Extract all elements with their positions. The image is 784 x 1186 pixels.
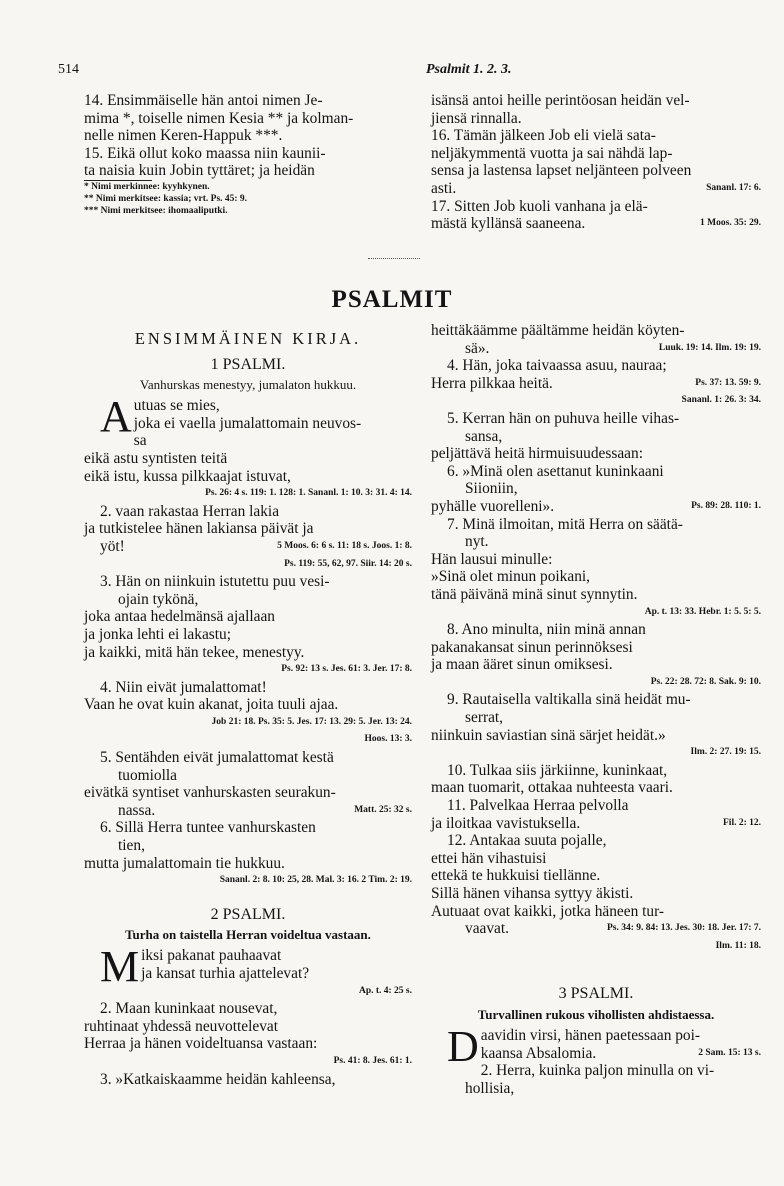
- verse-text: 12. Antakaa suuta pojalle,: [447, 832, 607, 850]
- book-title: PSALMIT: [331, 286, 453, 313]
- verse-text: ja kaikki, mitä hän tekee, menestyy.: [84, 643, 305, 661]
- verse-text: [84, 556, 88, 573]
- psalm-1-line: [84, 485, 412, 503]
- psalm-2-line: [84, 1018, 412, 1036]
- verse-text: tuomiolla: [118, 766, 177, 784]
- left-column: [84, 330, 412, 1088]
- verse-text: sansa,: [465, 427, 503, 445]
- verse-text: ja tutkistelee hänen lakiansa päivät ja: [84, 520, 314, 538]
- section-divider: [368, 258, 420, 259]
- psalm-2-line: [431, 357, 761, 375]
- verse-text: aavidin virsi, hänen paetessaan poi-: [480, 1026, 701, 1044]
- verse-text: utuas se mies,: [133, 397, 220, 415]
- psalm-2-line: [431, 797, 761, 815]
- psalm-2-line: [84, 1071, 412, 1089]
- verse-text: Herra pilkkaa heitä.: [431, 374, 553, 392]
- verse-text: sa: [133, 432, 147, 450]
- psalm-2-line: [431, 815, 761, 833]
- verse-text: [84, 1053, 88, 1070]
- footnote: ** Nimi merkitsee: kassia; vrt. Ps. 45: 9.: [84, 193, 248, 204]
- psalm-1-line: [84, 644, 412, 662]
- verse-text: ruhtinaat yhdessä neuvottelevat: [84, 1017, 279, 1035]
- psalm-2-heading: 2 PSALMI.: [210, 905, 286, 923]
- psalm-1-subtitle: Vanhurskas menestyy, jumalaton hukkuu.: [139, 377, 357, 393]
- psalm-1-line: [84, 503, 412, 521]
- psalm-2-line: [431, 445, 761, 463]
- psalm-2-line: [431, 322, 761, 340]
- psalm-2-line: [431, 410, 761, 428]
- verse-text: Autuaat ovat kaikki, jotka häneen tur-: [431, 902, 665, 920]
- psalm-2-line: [431, 744, 761, 762]
- cross-reference: Ap. t. 4: 25 s.: [358, 985, 412, 996]
- psalm-2-line: [431, 586, 761, 604]
- psalm-1-line: [84, 591, 412, 609]
- verse-text: kaansa Absalomia.: [480, 1044, 597, 1062]
- psalm-1-line: [84, 468, 412, 486]
- top-right-column: [431, 92, 761, 233]
- cross-reference: Ap. t. 13: 33. Hebr. 1: 5. 5: 5.: [644, 606, 761, 617]
- psalm-2-line: [431, 850, 761, 868]
- psalm-1-line: [84, 767, 412, 785]
- cross-reference: 2 Sam. 15: 13 s.: [698, 1047, 761, 1058]
- psalm-2-line: [431, 498, 761, 516]
- psalm-1-line: [84, 520, 412, 538]
- verse-text: 3. Hän on niinkuin istutettu puu vesi-: [100, 573, 330, 591]
- job-verse-line: [431, 145, 761, 163]
- psalm-1-line: [84, 573, 412, 591]
- psalm-1-line: [84, 872, 412, 890]
- psalm-1-line: [84, 661, 412, 679]
- job-verse-line: [431, 215, 761, 233]
- verse-text: »Sinä olet minun poikani,: [431, 568, 591, 586]
- drop-cap: D: [447, 1021, 479, 1071]
- running-title: Psalmit 1. 2. 3.: [426, 62, 512, 77]
- verse-text: 7. Minä ilmoitan, mitä Herra on säätä-: [447, 515, 683, 533]
- psalm-1-line: [84, 415, 412, 433]
- cross-reference: Ps. 89: 28. 110: 1.: [691, 500, 761, 511]
- job-verse-line: [431, 162, 761, 180]
- verse-text: ettekä te hukkuisi tiellänne.: [431, 867, 601, 885]
- verse-text: eivätkä syntiset vanhurskasten seurakun-: [84, 784, 336, 802]
- psalm-2-subtitle: Turha on taistella Herran voideltua vastaan.: [125, 927, 371, 943]
- verse-text: maan tuomarit, ottakaa nuhteesta vaari.: [431, 779, 673, 797]
- verse-text: ja iloitkaa vavistuksella.: [431, 814, 581, 832]
- verse-text: mästä kyllänsä saaneena.: [431, 215, 586, 233]
- verse-text: [141, 983, 145, 1000]
- book-section-title: ENSIMMÄINEN KIRJA.: [134, 329, 362, 348]
- cross-reference: Sananl. 17: 6.: [706, 182, 761, 193]
- psalm-3-subtitle: Turvallinen rukous vihollisten ahdistaessa.: [477, 1006, 715, 1022]
- psalm-1-line: [84, 855, 412, 873]
- psalm-1-line: [84, 538, 412, 556]
- right-column: [431, 322, 761, 1097]
- page-number: 514: [58, 62, 79, 77]
- psalm-3-line: [431, 1045, 761, 1063]
- psalm-2-line: [431, 691, 761, 709]
- job-verse-line: 15. Eikä ollut koko maassa niin kaunii-: [84, 144, 326, 162]
- psalm-1-line: [84, 450, 412, 468]
- verse-text: jiensä rinnalla.: [431, 109, 522, 127]
- verse-text: 2. Maan kuninkaat nousevat,: [100, 1000, 278, 1018]
- psalm-2-line: [431, 621, 761, 639]
- psalm-1-line: [84, 679, 412, 697]
- footnote: * Nimi merkinnee: kyyhkynen.: [84, 181, 210, 192]
- verse-text: 6. »Minä olen asettanut kuninkaani: [447, 462, 664, 480]
- psalm-2-line: [431, 867, 761, 885]
- psalm-1-heading: 1 PSALMI.: [210, 355, 286, 373]
- verse-text: [84, 872, 88, 889]
- verse-text: ja maan ääret sinun omiksesi.: [431, 656, 613, 674]
- psalm-2-line: [431, 551, 761, 569]
- cross-reference: Ilm. 2: 27. 19: 15.: [690, 747, 761, 758]
- psalm-1-line: [84, 731, 412, 749]
- psalm-2-line: [431, 779, 761, 797]
- verse-text: 11. Palvelkaa Herraa pelvolla: [447, 797, 629, 815]
- verse-text: asti.: [431, 179, 457, 197]
- footnote: *** Nimi merkitsee: ihomaaliputki.: [84, 205, 228, 216]
- psalm-1-line: [84, 802, 412, 820]
- psalm-1-line: [84, 714, 412, 732]
- job-verse-line: mima *, toiselle nimen Kesia ** ja kolman-: [84, 109, 354, 127]
- verse-text: Vaan he ovat kuin akanat, joita tuuli ajaa.: [84, 696, 339, 714]
- verse-text: joka antaa hedelmänsä ajallaan: [84, 608, 276, 626]
- verse-text: 9. Rautaisella valtikalla sinä heidät mu-: [447, 691, 691, 709]
- job-verse-line: 14. Ensimmäiselle hän antoi nimen Je-: [84, 92, 323, 109]
- psalm-2-line: [431, 727, 761, 745]
- verse-text: Herraa ja hänen voideltuansa vastaan:: [84, 1035, 318, 1053]
- verse-text: neljäkymmentä vuotta ja sai nähdä lap-: [431, 144, 673, 162]
- verse-text: eikä astu syntisten teitä: [84, 449, 228, 467]
- cross-reference: Ilm. 11: 18.: [715, 940, 761, 951]
- psalm-2-line: [431, 885, 761, 903]
- psalm-2-line: [84, 1000, 412, 1018]
- verse-text: pyhälle vuorelleni».: [431, 497, 555, 515]
- verse-text: heittäkäämme päältämme heidän köyten-: [431, 322, 685, 339]
- verse-text: 5. Sentähden eivät jumalattomat kestä: [100, 749, 334, 767]
- verse-text: 6. Sillä Herra tuntee vanhurskasten: [100, 819, 316, 837]
- verse-text: 2. vaan rakastaa Herran lakia: [100, 502, 280, 520]
- job-verse-line: [431, 110, 761, 128]
- verse-text: hollisia,: [465, 1079, 515, 1097]
- job-verse-line: [431, 198, 761, 216]
- verse-text: [431, 392, 435, 409]
- psalm-1-line: [84, 819, 412, 837]
- job-verse-line: nelle nimen Keren-Happuk ***.: [84, 127, 283, 145]
- verse-text: nassa.: [118, 801, 156, 819]
- cross-reference: Ps. 37: 13. 59: 9.: [695, 377, 761, 388]
- verse-text: 16. Tämän jälkeen Job eli vielä sata-: [431, 127, 656, 145]
- job-verse-line: [431, 180, 761, 198]
- psalm-2-line: [431, 428, 761, 446]
- psalm-1-line: [84, 556, 412, 574]
- psalm-2-line: [431, 903, 761, 921]
- verse-text: mutta jumalattomain tie hukkuu.: [84, 854, 285, 872]
- cross-reference: 1 Moos. 35: 29.: [700, 218, 761, 229]
- verse-text: 2. Herra, kuinka paljon minulla on vi-: [480, 1062, 715, 1080]
- verse-text: Siioniin,: [465, 480, 518, 498]
- cross-reference: Sananl. 1: 26. 3: 34.: [681, 395, 761, 406]
- cross-reference: 5 Moos. 6: 6 s. 11: 18 s. Joos. 1: 8.: [277, 540, 412, 551]
- cross-reference: Sananl. 2: 8. 10: 25, 28. Mal. 3: 16. 2 Tim. 2: 19.: [219, 875, 412, 886]
- verse-text: tien,: [118, 837, 145, 855]
- verse-text: [431, 674, 435, 691]
- cross-reference: Ps. 26: 4 s. 119: 1. 128: 1. Sananl. 1: 10. 3: 31. 4: 14.: [205, 488, 412, 499]
- psalm-2-line: [431, 480, 761, 498]
- psalm-2-line: [431, 463, 761, 481]
- verse-text: [84, 731, 88, 748]
- psalm-2-line: [431, 762, 761, 780]
- verse-text: 4. Hän, joka taivaassa asuu, nauraa;: [447, 357, 667, 375]
- verse-text: isänsä antoi heille perintöosan heidän vel-: [431, 92, 690, 109]
- verse-text: ojain tykönä,: [118, 590, 199, 608]
- psalm-1-line: [84, 608, 412, 626]
- psalm-2-line: [84, 1035, 412, 1053]
- psalm-1-line: [84, 749, 412, 767]
- psalm-1-line: [84, 626, 412, 644]
- psalm-2-line: [431, 674, 761, 692]
- verse-text: nyt.: [465, 533, 489, 551]
- verse-text: 5. Kerran hän on puhuva heille vihas-: [447, 409, 680, 427]
- cross-reference: Ps. 119: 55, 62, 97. Siir. 14: 20 s.: [284, 558, 412, 569]
- verse-text: niinkuin saviastian sinä särjet heidät.»: [431, 726, 666, 744]
- psalm-2-line: [431, 568, 761, 586]
- psalm-3-line: [431, 1080, 761, 1098]
- top-left-column: [84, 92, 412, 217]
- psalm-2-line: [431, 938, 761, 956]
- verse-text: Sillä hänen vihansa syttyy äkisti.: [431, 885, 634, 902]
- verse-text: sensa ja lastensa lapset neljänteen polveen: [431, 162, 692, 180]
- verse-text: vaavat.: [465, 920, 510, 938]
- cross-reference: Luuk. 19: 14. Ilm. 19: 19.: [658, 342, 761, 353]
- psalm-1-line: [84, 784, 412, 802]
- verse-text: [431, 938, 435, 955]
- verse-text: peljättävä heitä hirmuisuudessaan:: [431, 445, 643, 463]
- job-verse-line: ta naisia kuin Jobin tyttäret; ja heidän: [84, 162, 315, 180]
- psalm-2-line: [431, 709, 761, 727]
- psalm-1-line: [84, 432, 412, 450]
- psalm-2-line: [431, 639, 761, 657]
- job-verse-line: [431, 127, 761, 145]
- psalm-2-line: [431, 375, 761, 393]
- cross-reference: Ps. 92: 13 s. Jes. 61: 3. Jer. 17: 8.: [281, 664, 412, 675]
- verse-text: pakanakansat sinun perinnöksesi: [431, 638, 633, 656]
- cross-reference: Fil. 2: 12.: [723, 817, 761, 828]
- verse-text: ja jonka lehti ei lakastu;: [84, 625, 232, 643]
- verse-text: 4. Niin eivät jumalattomat!: [100, 678, 267, 696]
- verse-text: tänä päivänä minä sinut synnytin.: [431, 585, 638, 603]
- verse-text: 10. Tulkaa siis järkiinne, kuninkaat,: [447, 761, 668, 779]
- psalm-3-heading: 3 PSALMI.: [558, 985, 634, 1003]
- psalm-2-line: [431, 656, 761, 674]
- psalm-1-line: [84, 837, 412, 855]
- verse-text: serrat,: [465, 709, 504, 727]
- verse-text: sä».: [465, 339, 490, 357]
- verse-text: eikä istu, kussa pilkkaajat istuvat,: [84, 467, 291, 485]
- verse-text: iksi pakanat pauhaavat: [141, 947, 282, 965]
- psalm-3-line: [431, 1062, 761, 1080]
- verse-text: 3. »Katkaiskaamme heidän kahleensa,: [100, 1070, 336, 1088]
- psalm-2-line: [431, 604, 761, 622]
- verse-text: [84, 714, 88, 731]
- verse-text: 8. Ano minulta, niin minä annan: [447, 621, 646, 639]
- page-header: [58, 62, 754, 84]
- verse-text: ettei hän vihastuisi: [431, 849, 547, 867]
- cross-reference: Matt. 25: 32 s.: [354, 804, 412, 815]
- psalm-1-line: [84, 696, 412, 714]
- psalm-2-line: [431, 392, 761, 410]
- cross-reference: Ps. 34: 9. 84: 13. Jes. 30: 18. Jer. 17: 7.: [606, 923, 761, 934]
- verse-text: 17. Sitten Job kuoli vanhana ja elä-: [431, 197, 648, 215]
- verse-text: joka ei vaella jumalattomain neuvos-: [133, 414, 362, 432]
- verse-text: [84, 485, 88, 502]
- psalm-2-line: [431, 920, 761, 938]
- psalm-2-line: [84, 1053, 412, 1071]
- cross-reference: Ps. 41: 8. Jes. 61: 1.: [333, 1055, 412, 1066]
- psalm-2-line: [431, 533, 761, 551]
- cross-reference: Ps. 22: 28. 72: 8. Sak. 9: 10.: [650, 676, 761, 687]
- verse-text: [431, 604, 435, 621]
- psalm-2-line: [431, 516, 761, 534]
- cross-reference: Hoos. 13: 3.: [364, 734, 412, 745]
- verse-text: ja kansat turhia ajattelevat?: [141, 965, 310, 982]
- psalm-2-line: [431, 340, 761, 358]
- verse-text: yöt!: [100, 537, 125, 555]
- drop-cap: M: [100, 942, 140, 992]
- job-verse-line: [431, 92, 761, 110]
- psalm-2-line: [431, 832, 761, 850]
- verse-text: Hän lausui minulle:: [431, 550, 553, 568]
- verse-text: [431, 744, 435, 761]
- drop-cap: A: [100, 392, 132, 442]
- verse-text: [84, 661, 88, 678]
- cross-reference: Job 21: 18. Ps. 35: 5. Jes. 17: 13. 29: 5. Jer. 13: 24.: [211, 716, 412, 727]
